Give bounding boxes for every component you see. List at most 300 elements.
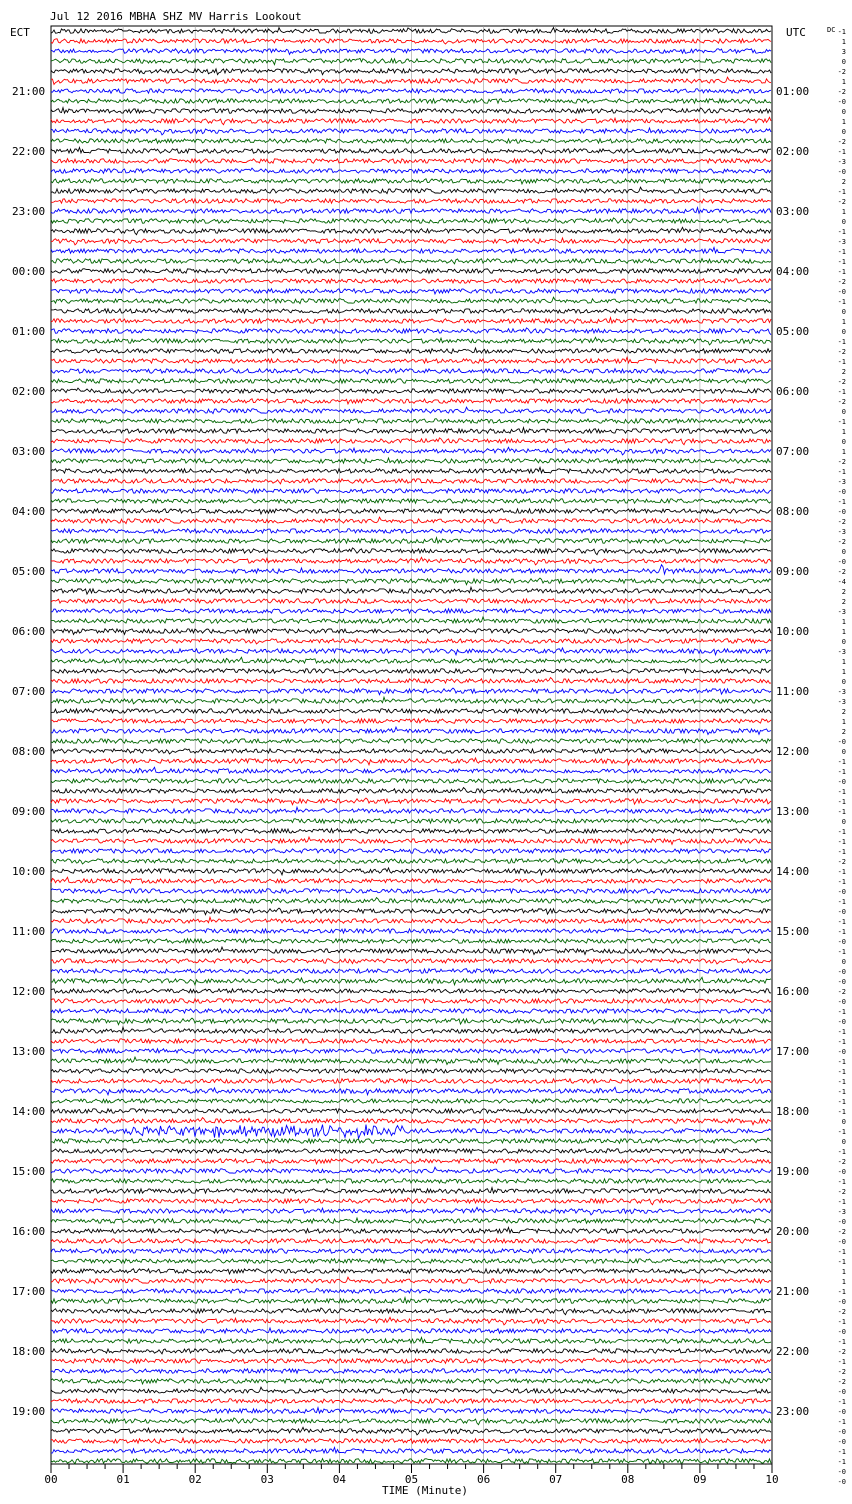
dc-offset-label: -0 [837,938,846,946]
seismic-trace [51,458,771,463]
seismic-trace [51,629,771,635]
dc-offset-label: 0 [841,818,846,826]
seismic-trace [51,868,771,875]
dc-offset-label: 1 [841,118,846,126]
ect-hour-label: 22:00 [12,145,46,158]
utc-hour-label: 23:00 [776,1405,810,1418]
dc-offset-label: -1 [837,1288,846,1296]
dc-offset-label: -0 [837,1018,846,1026]
seismic-trace [51,77,771,84]
x-axis-label: TIME (Minute) [381,1484,469,1497]
dc-offset-label: -1 [837,188,846,196]
dc-offset-label: -1 [837,418,846,426]
dc-offset-label: -1 [837,1318,846,1326]
dc-offset-label: -1 [837,798,846,806]
seismic-trace [51,977,771,985]
x-axis [44,1464,778,1486]
ect-hour-label: 14:00 [12,1105,46,1118]
dc-offset-label: -2 [837,398,846,406]
seismic-trace [51,297,771,303]
dc-offset-label: -1 [837,28,846,36]
dc-offset-label: -3 [837,648,846,656]
dc-offset-label: -1 [837,1068,846,1076]
seismic-trace [51,187,771,193]
dc-offset-label: -1 [837,848,846,856]
seismic-trace [51,1358,771,1363]
dc-offset-label: -0 [837,778,846,786]
seismic-trace [51,39,771,44]
dc-offset-label: -1 [837,228,846,236]
dc-offset-label: -1 [837,1098,846,1106]
ect-hour-label: 05:00 [12,565,46,578]
ect-hour-label: 19:00 [12,1405,46,1418]
dc-offset-label: -3 [837,158,846,166]
dc-offset-label: -2 [837,348,846,356]
x-tick-label: 00 [44,1473,58,1486]
seismic-trace [51,1218,771,1223]
seismic-trace [51,688,771,695]
dc-offset-label: 1 [841,628,846,636]
seismic-trace [51,798,771,805]
dc-offset-label: -1 [837,248,846,256]
dc-offset-label: -0 [837,1408,846,1416]
seismic-trace [51,208,771,214]
dc-offset-label: -0 [837,288,846,296]
dc-offset-label: -0 [837,998,846,1006]
utc-hour-label: 14:00 [776,865,810,878]
dc-offset-label: 0 [841,408,846,416]
seismic-trace [51,739,771,744]
dc-offset-label: -1 [837,1338,846,1346]
seismic-trace [51,49,771,55]
seismic-trace [51,859,771,864]
seismic-trace [51,1438,771,1443]
dc-offset-label: 1 [841,718,846,726]
dc-offset-label: -0 [837,1238,846,1246]
seismic-trace [51,399,771,404]
dc-offset-label: 0 [841,328,846,336]
dc-offset-label: 0 [841,548,846,556]
seismic-trace [51,108,771,114]
seismic-trace [51,889,771,893]
dc-offset-label: 1 [841,618,846,626]
seismic-trace [51,1069,771,1074]
dc-offset-label: -1 [837,1108,846,1116]
seismic-trace [51,227,771,234]
seismic-trace [51,509,771,514]
dc-offset-label: -3 [837,528,846,536]
ect-hour-label: 09:00 [12,805,46,818]
seismic-trace [51,1188,771,1194]
ect-hour-label: 03:00 [12,445,46,458]
seismic-trace [51,1138,771,1143]
seismic-trace [51,128,771,135]
dc-offset-label: -0 [837,1428,846,1436]
dc-offset-label: -1 [837,498,846,506]
utc-hour-label: 03:00 [776,205,810,218]
dc-offset-label: 2 [841,708,846,716]
dc-offset-label: -0 [837,738,846,746]
seismic-trace [51,1125,771,1139]
dc-offset-label: -1 [837,148,846,156]
utc-hour-label: 15:00 [776,925,810,938]
seismic-trace [51,289,771,294]
trace-group [51,28,771,1464]
dc-offset-label: 0 [841,308,846,316]
ect-hour-label: 11:00 [12,925,46,938]
dc-offset-label: 1 [841,1278,846,1286]
ect-hour-label: 10:00 [12,865,46,878]
seismic-trace [51,829,771,833]
dc-offset-label: 1 [841,78,846,86]
x-tick-label: 10 [765,1473,779,1486]
seismic-trace [51,139,771,143]
seismic-trace [51,565,771,574]
ect-hour-label: 04:00 [12,505,46,518]
dc-offset-label: 0 [841,958,846,966]
seismic-trace [51,617,771,623]
x-tick-label: 01 [116,1473,130,1486]
seismic-trace [51,247,771,253]
dc-offset-label: -1 [837,898,846,906]
dc-offset-label: 1 [841,1268,846,1276]
ect-hour-label: 16:00 [12,1225,46,1238]
seismic-trace [51,419,771,423]
utc-hour-label: 04:00 [776,265,810,278]
seismic-trace [51,1109,771,1113]
seismic-trace [51,1379,771,1384]
x-tick-label: 02 [188,1473,202,1486]
seismic-trace [51,727,771,734]
seismic-trace [51,1049,771,1053]
seismic-trace [51,849,771,854]
utc-hour-label: 08:00 [776,505,810,518]
seismic-trace [51,917,771,923]
dc-offset-label: -1 [837,1178,846,1186]
seismic-trace [51,709,771,713]
seismic-trace [51,678,771,684]
x-tick-label: 04 [332,1473,347,1486]
dc-offset-label: -1 [837,758,846,766]
seismic-trace [51,407,771,413]
seismic-trace [51,1008,771,1014]
seismic-trace [51,779,771,783]
seismic-trace [51,1387,771,1393]
dc-offset-label: -1 [837,868,846,876]
seismic-trace [51,269,771,274]
dc-offset-label: -0 [837,558,846,566]
ect-hour-labels [12,85,45,1418]
dc-offset-label: 0 [841,438,846,446]
dc-offset-label: -2 [837,1158,846,1166]
dc-offset-label: -0 [837,488,846,496]
dc-offset-label: 2 [841,728,846,736]
x-tick-label: 05 [404,1473,419,1486]
dc-offset-label: 1 [841,38,846,46]
dc-offset-label: -1 [837,1038,846,1046]
dc-offset-label: -1 [837,1248,846,1256]
seismic-trace [51,959,771,964]
seismic-trace [51,749,771,754]
utc-hour-label: 01:00 [776,85,810,98]
dc-offset-label: -1 [837,1418,846,1426]
dc-offset-label: -1 [837,1258,846,1266]
seismic-trace [51,587,771,594]
dc-offset-label: -1 [837,268,846,276]
dc-offset-label: -0 [837,168,846,176]
seismic-trace [51,639,771,644]
seismic-trace [51,479,771,484]
utc-hour-label: 06:00 [776,385,810,398]
seismic-trace [51,1039,771,1043]
seismic-trace [51,877,771,883]
seismic-trace [51,238,771,245]
dc-offset-label: -0 [837,1328,846,1336]
ect-hour-label: 06:00 [12,625,46,638]
seismic-trace [51,578,771,585]
utc-hour-label: 18:00 [776,1105,810,1118]
dc-offset-label: -2 [837,1188,846,1196]
utc-hour-label: 17:00 [776,1045,810,1058]
dc-offset-label: -0 [837,1478,846,1486]
seismic-trace [51,939,771,943]
dc-offset-label: -1 [837,1358,846,1366]
dc-offset-label: -1 [837,1198,846,1206]
dc-offset-label: -1 [837,1398,846,1406]
ect-hour-label: 08:00 [12,745,46,758]
seismic-trace [51,1079,771,1084]
seismic-trace [51,278,771,283]
seismic-trace [51,179,771,184]
dc-offset-label: -2 [837,88,846,96]
seismic-trace [51,147,771,153]
seismic-trace [51,1207,771,1215]
dc-offset-label: -1 [837,1128,846,1136]
dc-offset-label: -0 [837,908,846,916]
dc-offset-label: -1 [837,948,846,956]
dc-offset-label: -0 [837,1388,846,1396]
ect-hour-label: 15:00 [12,1165,46,1178]
dc-offset-label: 1 [841,448,846,456]
dc-offset-label: 0 [841,638,846,646]
dc-offset-label: -3 [837,698,846,706]
seismic-trace [51,1057,771,1064]
dc-offset-label: -0 [837,1468,846,1476]
dc-offset-label: -1 [837,808,846,816]
utc-hour-label: 02:00 [776,145,810,158]
seismic-trace [51,1027,771,1033]
dc-offset-label: 1 [841,658,846,666]
seismic-trace [51,1447,771,1453]
seismic-trace [51,898,771,904]
utc-hour-label: 16:00 [776,985,810,998]
dc-offset-label: -4 [837,578,846,586]
seismic-trace [51,488,771,493]
dc-offset-label: -0 [837,508,846,516]
seismic-trace [51,1227,771,1233]
seismic-trace [51,99,771,103]
utc-hour-label: 05:00 [776,325,810,338]
dc-offset-label: -0 [837,1438,846,1446]
seismic-trace [51,467,771,473]
x-tick-label: 07 [549,1473,563,1486]
dc-offset-label: -3 [837,478,846,486]
seismic-trace [51,1099,771,1103]
utc-hour-label: 22:00 [776,1345,810,1358]
dc-offset-label: -1 [837,298,846,306]
dc-offset-label: -1 [837,788,846,796]
seismic-trace [51,259,771,264]
seismic-trace [51,989,771,993]
seismic-trace [51,1337,771,1343]
dc-offset-label: -1 [837,828,846,836]
seismic-trace [51,999,771,1003]
dc-offset-label: -2 [837,278,846,286]
dc-offset-label: 0 [841,58,846,66]
seismic-trace [51,517,771,523]
seismic-trace [51,58,771,64]
dc-offset-label: -2 [837,138,846,146]
seismic-trace [51,669,771,673]
dc-offset-label: -2 [837,378,846,386]
seismic-trace [51,1328,771,1333]
dc-offset-label: -1 [837,878,846,886]
dc-offset-label: -2 [837,1368,846,1376]
seismic-trace [51,1179,771,1183]
seismic-trace [51,1259,771,1263]
ect-hour-label: 21:00 [12,85,46,98]
ect-hour-label: 02:00 [12,385,46,398]
dc-offset-label: -2 [837,988,846,996]
ect-hour-label: 07:00 [12,685,46,698]
dc-offset-label: -1 [837,768,846,776]
seismic-trace [51,1349,771,1354]
dc-offset-label: -2 [837,198,846,206]
seismic-trace [51,89,771,93]
seismic-trace [51,969,771,974]
seismic-trace [51,369,771,374]
ect-hour-label: 12:00 [12,985,46,998]
dc-label: DC [827,26,836,34]
dc-offset-label: -0 [837,98,846,106]
seismic-trace [51,1239,771,1244]
dc-offset-label: -1 [837,358,846,366]
seismic-trace [51,1269,771,1274]
utc-hour-label: 10:00 [776,625,810,638]
seismic-trace [51,69,771,75]
dc-offset-label: -0 [837,1298,846,1306]
utc-hour-label: 12:00 [776,745,810,758]
seismic-trace [51,1159,771,1164]
utc-hour-label: 21:00 [776,1285,810,1298]
seismic-trace [51,379,771,384]
seismic-trace [51,788,771,794]
dc-offset-label: -1 [837,468,846,476]
seismic-trace [51,1018,771,1025]
utc-hour-label: 13:00 [776,805,810,818]
seismic-trace [51,309,771,313]
utc-hour-label: 09:00 [776,565,810,578]
dc-offset-label: -1 [837,928,846,936]
ect-zone-label: ECT [10,26,30,39]
seismic-trace [51,1459,771,1464]
dc-offset-label: -1 [837,1008,846,1016]
dc-offset-label: -1 [837,1448,846,1456]
dc-offset-label: -2 [837,458,846,466]
dc-offset-label: -3 [837,608,846,616]
seismic-trace [51,557,771,565]
ect-hour-label: 23:00 [12,205,46,218]
seismic-trace [51,1087,771,1095]
seismic-trace [51,819,771,823]
seismic-trace [51,719,771,723]
seismic-trace [51,159,771,164]
seismic-trace [51,1149,771,1153]
seismic-trace [51,318,771,324]
dc-offset-label: -1 [837,1088,846,1096]
seismic-trace [51,1298,771,1304]
dc-offset-label: -1 [837,338,846,346]
dc-offset-label: 0 [841,748,846,756]
seismic-trace [51,218,771,223]
seismic-trace [51,499,771,503]
dc-offset-label: -3 [837,688,846,696]
dc-offset-label: 0 [841,218,846,226]
utc-hour-labels [776,85,809,1418]
dc-offset-label: -1 [837,1148,846,1156]
x-tick-label: 03 [260,1473,274,1486]
seismic-trace [51,837,771,844]
seismic-trace [51,657,771,663]
seismic-trace [51,1289,771,1293]
dc-offset-label: 1 [841,668,846,676]
dc-offset-label: 3 [841,48,846,56]
dc-offset-label: -2 [837,1308,846,1316]
dc-offset-label: -0 [837,978,846,986]
seismic-trace [51,1118,771,1125]
seismic-trace [51,328,771,335]
utc-hour-label: 19:00 [776,1165,810,1178]
dc-offset-label: -0 [837,1048,846,1056]
seismic-trace [51,357,771,363]
ect-hour-label: 00:00 [12,265,46,278]
seismic-trace [51,168,771,173]
dc-offset-label: -1 [837,1078,846,1086]
dc-offset-label: -2 [837,68,846,76]
dc-offset-label: -2 [837,858,846,866]
dc-offset-label: 0 [841,108,846,116]
dc-offset-label: 0 [841,1138,846,1146]
seismic-trace [51,1167,771,1173]
dc-offset-label: -2 [837,518,846,526]
seismic-trace [51,1277,771,1283]
x-tick-label: 08 [621,1473,635,1486]
seismic-trace [51,199,771,203]
dc-offset-label: 1 [841,208,846,216]
seismic-trace [51,1427,771,1435]
ect-hour-label: 13:00 [12,1045,46,1058]
seismic-trace [51,348,771,353]
seismic-trace [51,1317,771,1325]
seismic-trace [51,1399,771,1403]
seismic-trace [51,599,771,603]
dc-offset-label: 2 [841,588,846,596]
seismic-trace [51,807,771,813]
dc-offset-label: -2 [837,1228,846,1236]
dc-offset-label: -0 [837,1218,846,1226]
seismic-trace [51,908,771,915]
seismic-trace [51,388,771,393]
